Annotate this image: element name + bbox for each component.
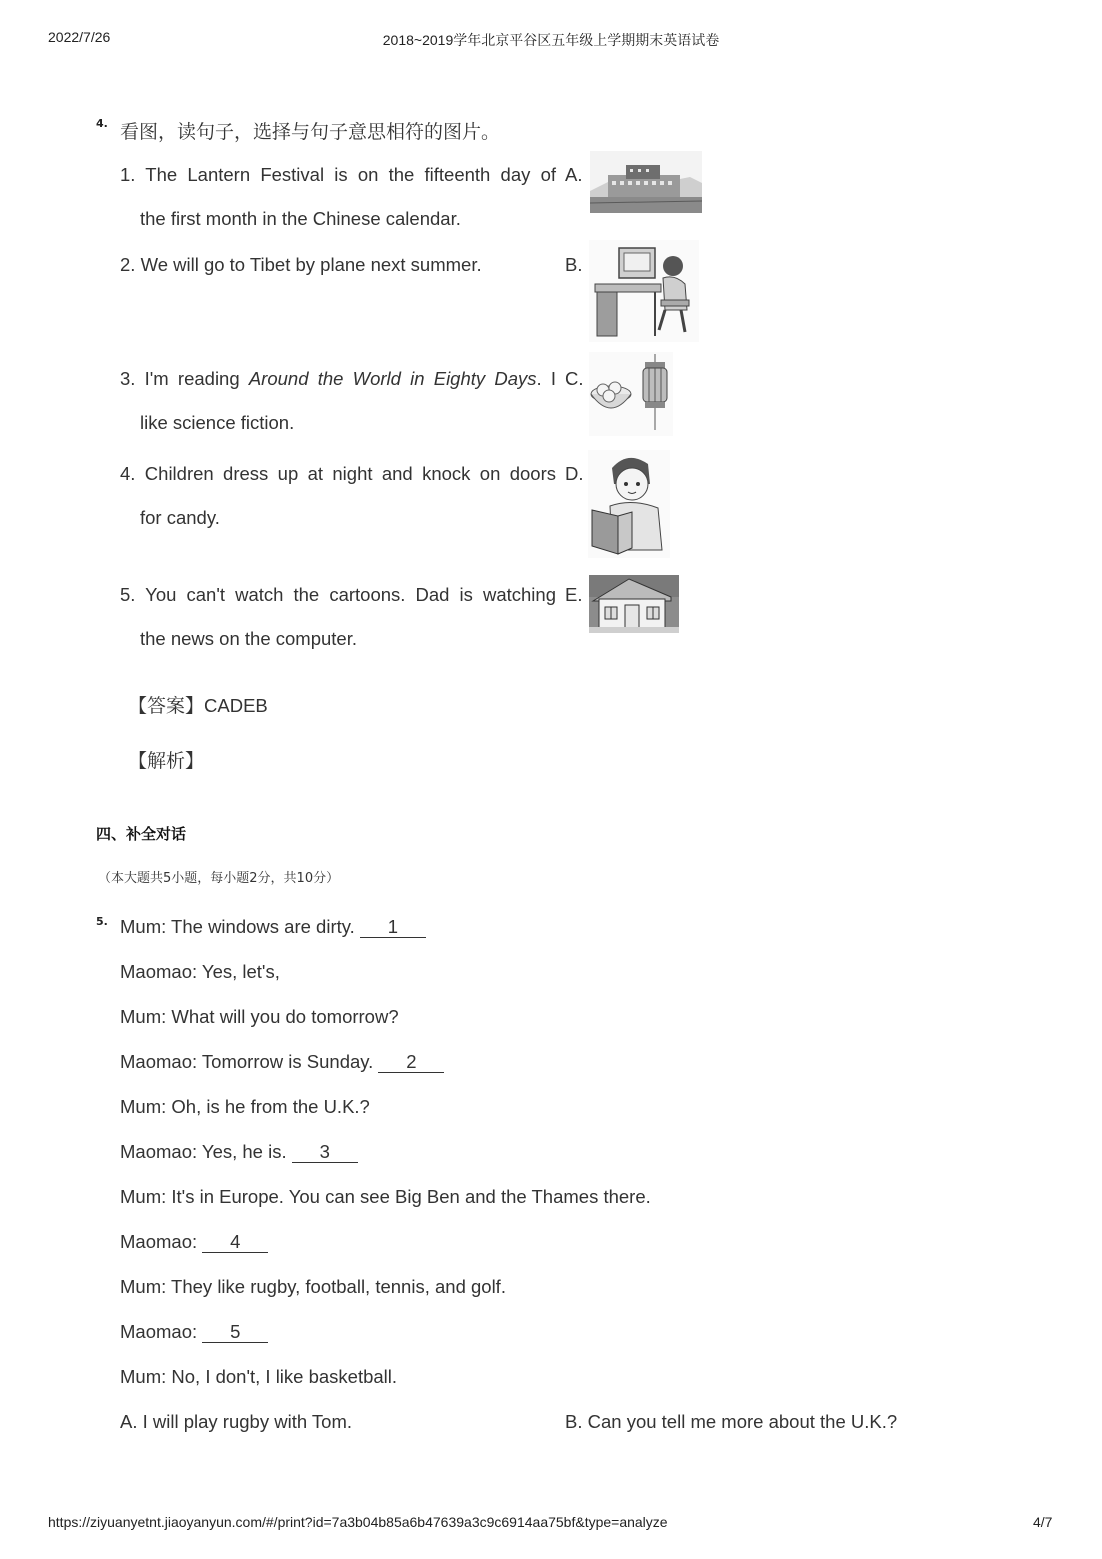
answer-value: CADEB <box>204 695 268 716</box>
dialogue-line: Maomao: 5 <box>120 1321 268 1343</box>
analysis-label: 【解析】 <box>128 750 205 772</box>
dumplings-lantern-picture-icon <box>589 352 673 436</box>
q4-item-3-line1: 3. I'm reading Around the World in Eighty Days. I <box>120 368 556 389</box>
choice-b: B. Can you tell me more about the U.K.? <box>565 1411 898 1432</box>
dialogue-line: Mum: The windows are dirty. 1 <box>120 916 426 938</box>
option-b-label: B. <box>565 254 583 275</box>
dialogue-line: Mum: They like rugby, football, tennis, and golf. <box>120 1276 506 1297</box>
section-note: （本大题共5小题，每小题2分，共10分） <box>98 871 340 886</box>
question-5-number: 5. <box>96 915 108 928</box>
reading-boy-picture-icon <box>588 450 670 558</box>
footer-url[interactable]: https://ziyuanyetnt.jiaoyanyun.com/#/print?id=7a3b04b85a6b47639a3c9c6914aa75bf&type=analyze <box>48 1514 668 1530</box>
option-d-label: D. <box>565 463 584 484</box>
question-4-number: 4. <box>96 117 108 130</box>
q4-item-1-line2: the first month in the Chinese calendar. <box>140 208 461 229</box>
book-title: Around the World in Eighty Days <box>248 368 537 389</box>
dialogue-line: Maomao: 4 <box>120 1231 268 1253</box>
page-number: 4/7 <box>1033 1514 1053 1530</box>
q4-item-3-line2: like science fiction. <box>140 412 295 433</box>
blank-2: 2 <box>378 1052 444 1073</box>
dialogue-line: Maomao: Yes, let's, <box>120 961 280 982</box>
page-title: 2018~2019学年北京平谷区五年级上学期期末英语试卷 <box>382 32 720 48</box>
option-e-label: E. <box>565 584 583 605</box>
choice-a: A. I will play rugby with Tom. <box>120 1411 353 1432</box>
dialogue-line: Maomao: Yes, he is. 3 <box>120 1141 358 1163</box>
dialogue-line: Maomao: Tomorrow is Sunday. 2 <box>120 1051 444 1073</box>
q4-item-4-line2: for candy. <box>140 507 220 528</box>
palace-picture-icon <box>590 151 702 213</box>
dialogue-line: Mum: No, I don't, I like basketball. <box>120 1366 398 1387</box>
computer-boy-picture-icon <box>589 240 699 342</box>
house-picture-icon <box>589 575 679 633</box>
dialogue-line: Mum: Oh, is he from the U.K.? <box>120 1096 370 1117</box>
dialogue-line: Mum: It's in Europe. You can see Big Ben and the Thames there. <box>120 1186 651 1207</box>
q4-item-4-line1: 4. Children dress up at night and knock on doors <box>120 463 556 484</box>
blank-1: 1 <box>360 917 426 938</box>
blank-5: 5 <box>202 1322 268 1343</box>
option-a-label: A. <box>565 164 583 185</box>
q4-item-5-line2: the news on the computer. <box>140 628 357 649</box>
answer-line: 【答案】CADEB <box>128 695 268 717</box>
q4-item-2-line1: 2. We will go to Tibet by plane next summer. <box>120 254 482 275</box>
print-date: 2022/7/26 <box>48 29 111 45</box>
question-4-instruction: 看图，读句子，选择与句子意思相符的图片。 <box>120 121 501 143</box>
dialogue-line: Mum: What will you do tomorrow? <box>120 1006 399 1027</box>
blank-4: 4 <box>202 1232 268 1253</box>
section-title: 四、补全对话 <box>96 825 187 843</box>
q4-item-5-line1: 5. You can't watch the cartoons. Dad is watching <box>120 584 556 605</box>
q4-item-1-line1: 1. The Lantern Festival is on the fifteenth day of <box>120 164 556 185</box>
option-c-label: C. <box>565 368 584 389</box>
blank-3: 3 <box>292 1142 358 1163</box>
